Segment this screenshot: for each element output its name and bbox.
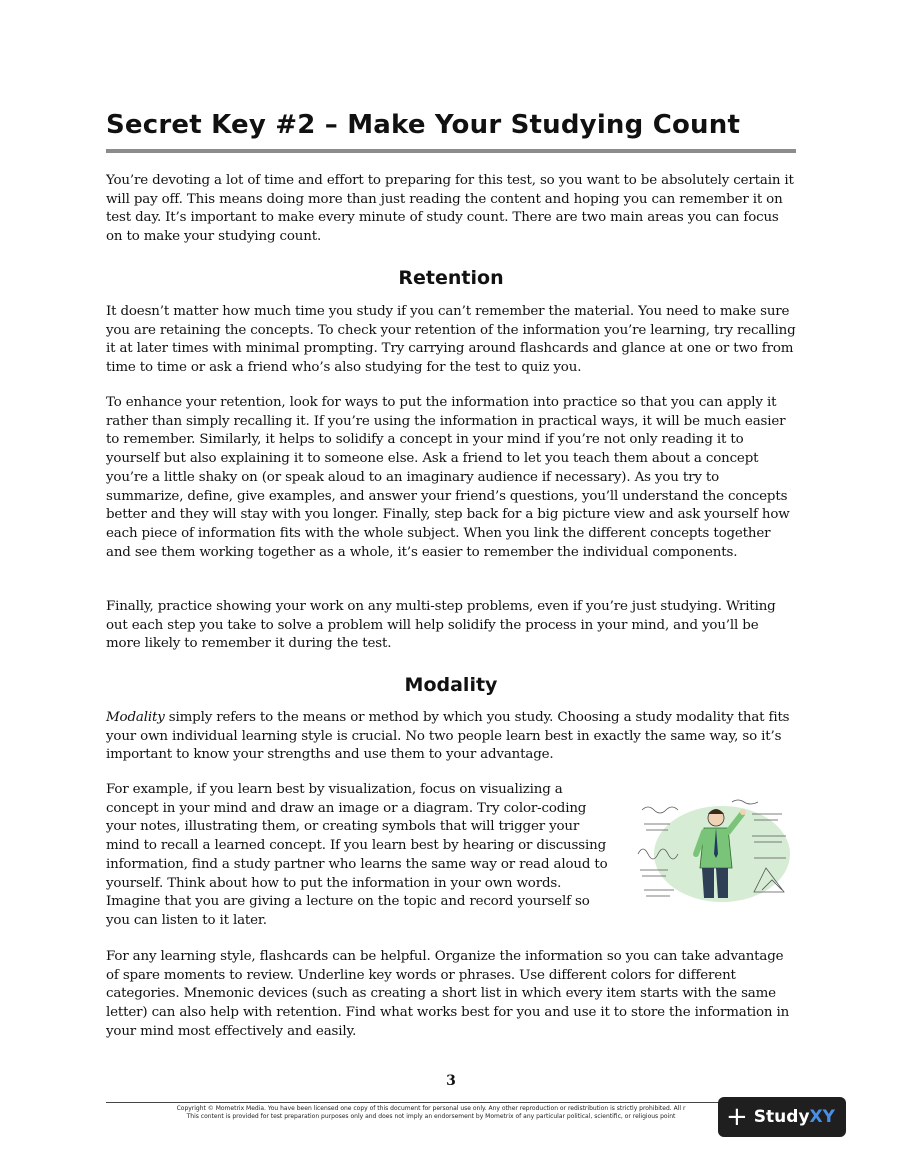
modality-paragraph-3-wrap bbox=[106, 948, 796, 1042]
retention-section bbox=[106, 267, 796, 289]
plus-icon: + bbox=[726, 1102, 748, 1132]
modality-paragraph-2: For example, if you learn best by visualization, focus on visualizing a concept in your mind and draw an image or a diagram. Try color-coding your notes, illustrating them, or creating symbols that will trigger your mind to recall a learned concept. If you learn best by hearing or discussing information, find a study partner who learns the same way or read aloud to yourself. Think about how to put the information in your own words. Imagine that you are giving a lecture on the topic and record yourself so you can listen to it later. bbox=[106, 782, 608, 928]
footer-divider bbox=[106, 1102, 756, 1103]
retention-paragraph-2: To enhance your retention, look for ways to put the information into practice so that you can apply it rather than simply recalling it. If you’re using the information in practical ways, it will be much easier to remember. Similarly, it helps to solidify a concept in your mind if you’re not only reading it to yourself but also explaining it to someone else. Ask a friend to let you teach them about a concept you’re a little shaky on (or speak aloud to an imaginary audience if necessary). As you try to summarize, define, give examples, and answer your friend’s questions, you’ll understand the concepts better and they will stay with you longer. Finally, step back for a big picture view and ask yourself how each piece of information fits with the whole subject. When you link the different concepts together and see them working together as a whole, it’s easier to remember the individual components. bbox=[106, 395, 790, 560]
teacher-illustration bbox=[634, 792, 801, 902]
retention-paragraph-1: It doesn’t matter how much time you study if you can’t remember the material. You need to make sure you are retaining the concepts. To check your retention of the information you’re learning, try recalling it at later times with minimal prompting. Try carrying around flashcards and glance at one or two from time to time or ask a friend who’s also studying for the test to quiz you. bbox=[106, 304, 796, 376]
retention-paragraph-2-wrap bbox=[106, 394, 796, 562]
modality-paragraph-1-wrap bbox=[106, 709, 796, 765]
modality-paragraph-1-text: simply refers to the means or method by which you study. Choosing a study modality that fits your own individual learning style is crucial. No two people learn best in exactly the same way, so it’s important to know your strengths and use them to your advantage. bbox=[106, 710, 790, 763]
modality-paragraph-1 bbox=[106, 709, 796, 765]
title-underline bbox=[106, 149, 796, 153]
page-title: Secret Key #2 – Make Your Studying Count bbox=[106, 110, 741, 140]
badge-study-text: Study bbox=[753, 1107, 810, 1127]
page-number: 3 bbox=[446, 1073, 456, 1089]
modality-paragraph-3: For any learning style, flashcards can be helpful. Organize the information so you can take advantage of spare moments to review. Underline key words or phrases. Use different colors for different categories. Mnemonic devices (such as creating a short list in which every item starts with the same letter) can also help with retention. Find what works best for you and use it to store the information in your mind most effectively and easily. bbox=[106, 949, 790, 1039]
retention-paragraph-3: Finally, practice showing your work on any multi-step problems, even if you’re just studying. Writing out each step you take to solve a problem will help solidify the process in your mind, and you’ll be more likely to remember it during the test. bbox=[106, 599, 776, 652]
modality-section bbox=[106, 674, 796, 696]
modality-heading: Modality bbox=[404, 674, 498, 696]
copyright-line-2: This content is provided for test preparation purposes only and does not imply an endorsement by Mometrix of any particular political, scientific, or religious point bbox=[186, 1113, 676, 1120]
modality-term: Modality bbox=[106, 710, 165, 725]
intro-section bbox=[106, 172, 796, 247]
retention-heading: Retention bbox=[398, 267, 504, 289]
badge-xy-text: XY bbox=[809, 1107, 835, 1127]
copyright-notice bbox=[106, 1105, 756, 1121]
studyxy-badge[interactable] bbox=[718, 1097, 846, 1137]
intro-paragraph: You’re devoting a lot of time and effort to preparing for this test, so you want to be absolutely certain it will pay off. This means doing more than just reading the content and hoping you can remember it on test day. It’s important to make every minute of study count. There are two main areas you can focus on to make your studying count. bbox=[106, 173, 794, 245]
retention-paragraph-1-wrap bbox=[106, 303, 796, 378]
retention-paragraph-3-wrap bbox=[106, 598, 796, 654]
copyright-line-1: Copyright © Mometrix Media. You have been licensed one copy of this document for personal use only. Any other reproduction or redistribution is strictly prohibited. All r bbox=[176, 1105, 686, 1112]
